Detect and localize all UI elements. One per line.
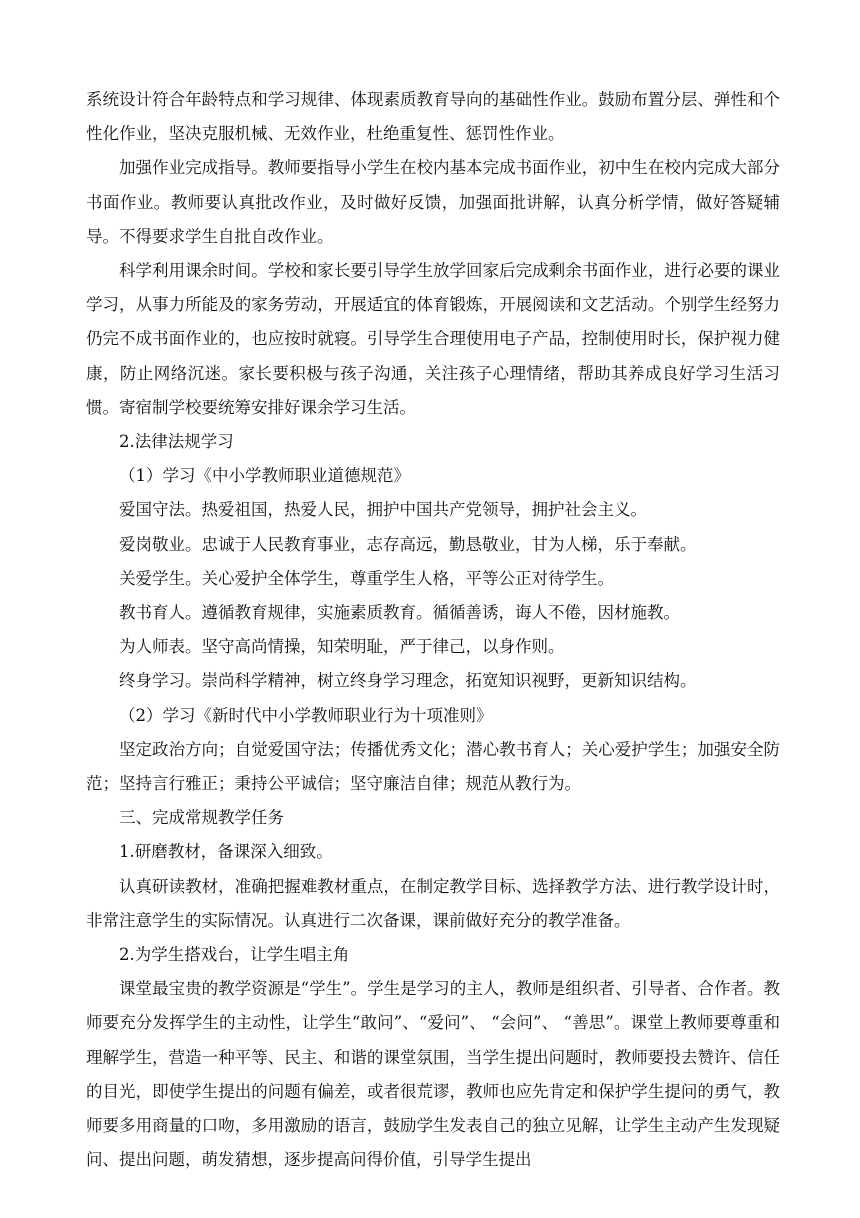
- paragraph-lifelong-learning: 终身学习。崇尚科学精神，树立终身学习理念，拓宽知识视野，更新知识结构。: [119, 671, 697, 691]
- subsection-heading-ten-rules: （2）学习《新时代中小学教师职业行为十项准则》: [119, 705, 493, 725]
- paragraph-teaching: 教书育人。遵循教育规律，实施素质教育。循循善诱，诲人不倦，因材施教。: [119, 603, 680, 623]
- paragraph-role-model: 为人师表。坚守高尚情操，知荣明耻，严于律己，以身作则。: [119, 637, 565, 657]
- paragraph-1: 系统设计符合年龄特点和学习规律、体现素质教育导向的基础性作业。鼓励布置分层、弹性和个性化作业，坚决克服机械、无效作业，杜绝重复性、惩罚性作业。: [86, 90, 780, 144]
- subsection-heading-ethics-code: （1）学习《中小学教师职业道德规范》: [119, 466, 410, 486]
- paragraph-lesson-prep: 认真研读教材，准确把握难教材重点，在制定教学目标、选择教学方法、进行教学设计时，非常注意学生的实际情况。认真进行二次备课，课前做好充分的教学准备。: [86, 876, 780, 930]
- paragraph-patriotism: 爱国守法。热爱祖国，热爱人民，拥护中国共产党领导，拥护社会主义。: [119, 500, 647, 520]
- subsection-heading-student-centered: 2.为学生搭戏台，让学生唱主角: [119, 945, 350, 965]
- section-heading-routine-teaching: 三、完成常规教学任务: [119, 808, 284, 828]
- section-heading-law-study: 2.法律法规学习: [119, 432, 234, 452]
- paragraph-2: 加强作业完成指导。教师要指导小学生在校内基本完成书面作业，初中生在校内完成大部分书面作业。教师要认真批改作业，及时做好反馈，加强面批讲解，认真分析学情，做好答疑辅导。不得要求学生自批自改作业。: [86, 158, 780, 246]
- paragraph-care-students: 关爱学生。关心爱护全体学生，尊重学生人格，平等公正对待学生。: [119, 568, 614, 588]
- paragraph-3: 科学利用课余时间。学校和家长要引导学生放学回家后完成剩余书面作业，进行必要的课业学习，从事力所能及的家务劳动，开展适宜的体育锻炼，开展阅读和文艺活动。个别学生经努力仍完不成书面作业的，也应按时就寝。引导学生合理使用电子产品，控制使用时长，保护视力健康，防止网络沉迷。家长要积极与孩子沟通，关注孩子心理情绪，帮助其养成良好学习生活习惯。寄宿制学校要统筹安排好课余学习生活。: [86, 261, 780, 417]
- paragraph-ten-rules: 坚定政治方向；自觉爱国守法；传播优秀文化；潜心教书育人；关心爱护学生；加强安全防范；坚持言行雅正；秉持公平诚信；坚守廉洁自律；规范从教行为。: [86, 739, 780, 794]
- subsection-heading-lesson-prep: 1.研磨教材，备课深入细致。: [119, 842, 333, 862]
- document-page: [86, 83, 780, 1178]
- paragraph-dedication: 爱岗敬业。忠诚于人民教育事业，志存高远，勤恳敬业，甘为人梯，乐于奉献。: [119, 534, 697, 554]
- paragraph-student-centered: 课堂最宝贵的教学资源是“学生”。学生是学习的主人，教师是组织者、引导者、合作者。教师要充分发挥学生的主动性，让学生“敢问”、“爱问”、 “会问”、 “善思”。课堂上教师要尊重和理解学生，营造一种平等、民主、和谐的课堂氛围，当学生提出问题时，教师要投去赞许、信任的目光，即使学生提出的问题有偏差，或者很荒谬，教师也应先肯定和保护学生提问的勇气，教师要多用商量的口吻，多用激励的语言，鼓励学生发表自己的独立见解，让学生主动产生发现疑问、提出问题，萌发猜想，逐步提高问得价值，引导学生提出: [86, 979, 780, 1170]
